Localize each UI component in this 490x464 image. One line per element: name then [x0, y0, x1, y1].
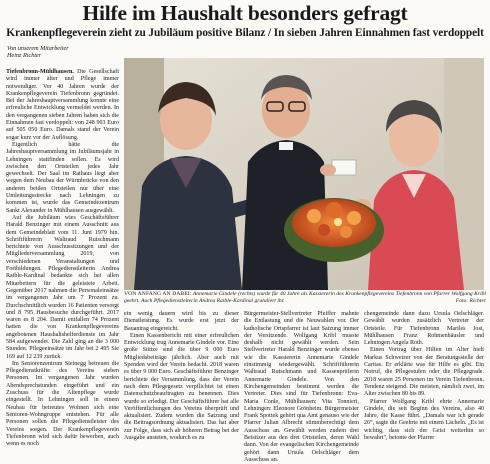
- article-paragraph: Bürgermeister-Stellvertreter Pfeiffer mahnte die Entlastung und die Neuwahlen vor. Der katholische Ortspfarrer ist laut Satzung immer der Vorsitzende. Wolfgang Kribl musste deshalb nicht gewählt werden. Sein Stellvertreter Harald Benzinger wurde ebenso wie die Kassiererin Annemarie Gindele einstimmig wiedergewählt. Schriftführerin Waltraud Rutschmann und Kassenprüferin Annemarie Gindele. Von den Kirchengemeinden bestimmt werden die Vertreter. Dies sind für Tiefenbronn: Eva-Maria Conle, Mühlhausen: Vita Tonnieri, Lehningen: Eleonore Grönheim. Bürgermeister Frank Spottek gehört qua Amt genauso wie der Pfarrer Julian Albrecht stimmberechtigt dem Ausschuss an. Gewählt werden zudem drei Beisitzer aus den drei Ortsteilen, deren Wahl dann. Von der evangelischen Kirchengemeinde gehört dann Ursula Oelschläger dem Ausschuss an.: [244, 311, 359, 463]
- byline-author: Heinz Richter: [7, 52, 42, 60]
- article-paragraph: Einen Vortrag über Hilfen im Alter hielt Markus Schweizer von der Beratungsstelle der Caritas. Er erklärte was für Hilfe es gibt. Ein Notruf, die Pflegestufen oder die Pflegegrade. 2018 waren 25 Personen im Verein Tiefenbronn. Tendenz steigend. Die meisten, nämlich zwei, im Alter zwischen 80 bis 89.: [364, 347, 484, 398]
- article-paragraph: Im Seniorenzentrum Steinegg betreuen die Pflegedienstkräfte des Vereins sieben Personen. Im vergangenen Jahr wurden Abendsprechstunden eingeführt und ein Zuschuss für die Altenpflege wurde eingestellt. In Lehningen soll in einem Neubau für betreutes Wohnen sich eine Senioren-Wohngruppe entstehen. Für alle Personen sollen die Pflegedienstleister des Vereins sorgen. Der Krankenpflegeverein Tiefenbronn wird sich dafür bewerben, auch wenn es noch: [6, 360, 119, 448]
- caption-prefix: VON ANFANG AN DABEI:: [124, 291, 192, 297]
- flower-bouquet: [284, 198, 384, 262]
- article-column-2: [124, 311, 239, 442]
- subheadline: Krankenpflegeverein zieht zu Jubiläum positive Bilanz / In sieben Jahren Einnahmen fast verdoppelt: [6, 27, 484, 39]
- caption-text: Annemarie Gindele (rechts) wurde für 40 Jahre als Kassiererin des Krankenpflegevereins Tiefenbronn von Pfarrer Wolfgang Kribl geehrt. Auch Pflegedienstleiterin Andrea Raible-Kardinal gratuliert ihr.: [124, 291, 486, 304]
- article-paragraph: Einen Kassenbericht mit einer erfreulichen Entwicklung trug Annemarie Gindele vor. Eine große Stütze sind die über 9 000 Euro Mitgliedsbeiträge jährlich. Aber auch mit Spenden wird der Verein bedacht. 2018 waren es über 9 000 Euro. Geschäftsführer Benzinger berichtete der Versammlung, dass der Verein nach dem Pflegegesetz verpflichtet ist einen Datenschutzbeauftragten zu benennen. Dies wurde so erledigt. Der Geschäftsführer hat alle Veröffentlichungen des Vereins überprüft und aktualisiert. Zudem wurden die Satzung und die Beitragsordnung aktualisiert. Das hat aber zur Folge, dass sich ab höheren Betrag bei der Ausgabe ansteten, wodurch es zu: [124, 332, 239, 442]
- article-paragraph: [6, 69, 119, 142]
- article-photo: [124, 58, 484, 290]
- dateline: Tiefenbronn-Mühlhausen.: [6, 69, 74, 75]
- article-column-3: [244, 311, 359, 463]
- article-paragraph: chengemeinde dann dazu Ursula Oelschläger. Gewählt wurden zusätzlich Vertreter der Ortsteile. Für Tiefenbronn Mariles Jost, Mühlhausen Franz Rohmenhäusler und Lehningen Angela Roth.: [364, 311, 484, 347]
- photo-credit: Foto: Richter: [455, 297, 486, 304]
- article-paragraph: Pfarrer Wolfgang Kribl ehrte Annemarie Gindele, die seit Beginn des Vereins, also 40 Jahre, die Kasse führt. „Damals war ich gerade 26“, sagte die Geehrte mit einem Lächeln. „Es ist wichtig, dass sich der Geist weiterhin so bewahrt", betonte der Pfarrer: [364, 398, 484, 442]
- article-column-4: [364, 311, 484, 442]
- article-text: Die Gesellschaft wird immer älter und Pflege immer notwendiger. Vor 40 Jahren wurde der Krankenpflegeverein Tiefenbronn gegründet. Bei der Jahreshauptversammlung konnte eine erfreuliche Entwicklung vermeldet werden. In den vergangenen sieben Jahren haben sich die Einnahmen fast verdoppelt: von 248 903 Euro auf 505 050 Euro. Damals stand der Verein sogar kurz vor der Auflösung.: [6, 69, 119, 141]
- headline: Hilfe im Haushalt besonders gefragt: [82, 1, 408, 25]
- byline: [7, 45, 69, 60]
- article-paragraph: Auf die Jubiläum wies Geschäftsführer Harald Benzinger mit einem Ausschnitt aus dem Gemeindeblatt vom 11. Juni 1979 hin. Schriftführerin Waltraud Rutschmann berichtete von Ausschussitzungen und der Mitgliederversammlung 2019, von verschiedenen Veranstaltungen und Fortbildungen. Pflegedienstleiterin Andrea Raible-Kardinal bedankte sich bei allen Mitarbeitern für die geleistete Arbeit. Gegenüber 2017 nahmen die Personaleinsätze im vergangenen Jahr um 7 Prozent zu. Durchschnittlich wurden 16 Patienten versorgt und 8 795 Hausbesuche durchgeführt. 2017 waren es 8 204. Damit entfallen 74 Prozent hatten die von Krankenpflegevereins angebotenen Haushaltshelferdienste im Jahr 584 aufgewendet. Die Zahl ging an die 3 000 Stunden. Pflegeeinsätze im Jahr bei 2 495 Sie 169 auf 12 239 zurück.: [6, 214, 119, 360]
- photo-illustration: [124, 58, 484, 290]
- article-paragraph: Eigentlich hätte die Jahreshauptversammlung im Jubiläumsjahr in Lehningen stattfinden sollen. Es wird zwischen den Ortsteilen jedes Jahr gewechselt. Der Saal im Rathaus liegt aber wegen dem Neubau der Würmbrücke von den anderen beiden Ortsteilen nur über eine Umleitungsstrecke nach Lehningen zu kommen ist, wurde das Gemeindezentrum Sankt Alexander in Mühlhausen ausgewählt.: [6, 141, 119, 214]
- photo-caption: [124, 291, 486, 304]
- byline-line1: Von unserem Mitarbeiter: [7, 45, 69, 52]
- article-paragraph: ein wenig dauern wird bis zu dieser Dienstleistung. Es wurde erst jetzt der Bauantrag eingereicht.: [124, 311, 239, 332]
- article-column-1: [6, 69, 119, 448]
